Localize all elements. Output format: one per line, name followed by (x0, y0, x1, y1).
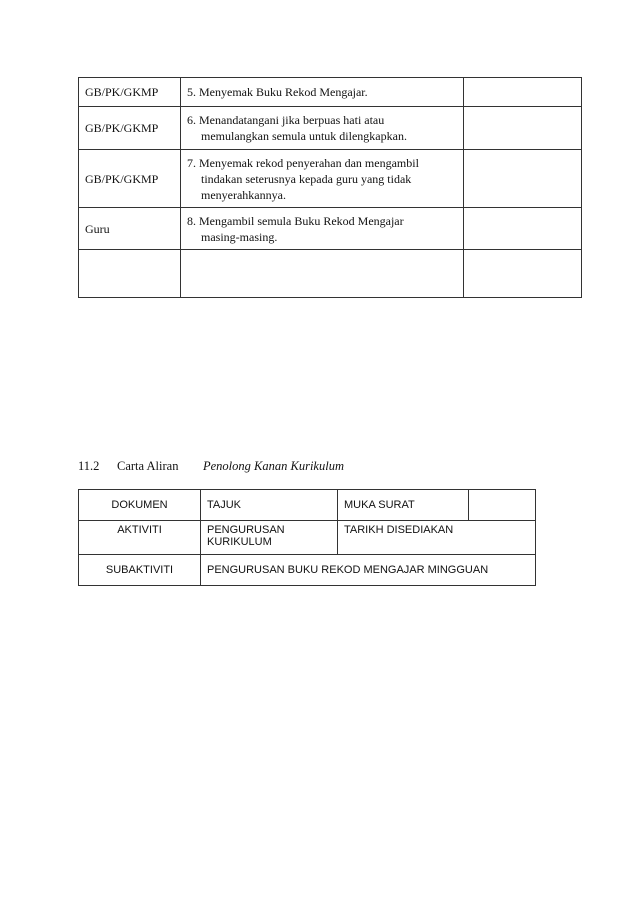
tarikh-label: TARIKH DISEDIAKAN (338, 521, 536, 555)
muka-surat-value (469, 490, 536, 521)
table-row (79, 208, 582, 250)
subaktiviti-value: PENGURUSAN BUKU REKOD MENGAJAR MINGGUAN (201, 555, 536, 586)
tajuk-label: TAJUK (201, 490, 338, 521)
task-text-continued: masing-masing. (201, 229, 278, 244)
table-row (79, 150, 582, 208)
empty-cell (464, 150, 582, 208)
task-cell (181, 150, 464, 208)
section-subtitle: Penolong Kanan Kurikulum (203, 459, 344, 473)
task-cell (181, 78, 464, 107)
task-text: 6. Menandatangani jika berpuas hati atau (187, 113, 385, 127)
table-row (79, 555, 536, 586)
table-row (79, 490, 536, 521)
task-cell (181, 107, 464, 150)
section-label: Carta Aliran (117, 459, 179, 473)
empty-cell (464, 250, 582, 298)
subaktiviti-label: SUBAKTIVITI (79, 555, 201, 586)
task-text: 7. Menyemak rekod penyerahan dan mengambil (187, 155, 419, 170)
task-text-continued: memulangkan semula untuk dilengkapkan. (201, 129, 407, 143)
section-number: 11.2 (78, 459, 100, 473)
section-heading (78, 459, 344, 474)
empty-cell (181, 250, 464, 298)
table-row (79, 521, 536, 555)
aktiviti-value: PENGURUSAN KURIKULUM (201, 521, 338, 555)
role-cell: GB/PK/GKMP (79, 107, 181, 150)
role-cell: Guru (79, 208, 181, 250)
roles-tasks-table (78, 77, 582, 298)
task-cell (181, 208, 464, 250)
empty-cell (464, 107, 582, 150)
document-info-table (78, 489, 536, 586)
aktiviti-label: AKTIVITI (79, 521, 201, 555)
empty-cell (79, 250, 181, 298)
task-text-continued: tindakan seterusnya kepada guru yang tidak menyerahkannya. (201, 171, 412, 202)
task-text: 8. Mengambil semula Buku Rekod Mengajar (187, 213, 404, 228)
task-text: 5. Menyemak Buku Rekod Mengajar. (187, 85, 368, 99)
table-row (79, 107, 582, 150)
empty-cell (464, 78, 582, 107)
table-row (79, 78, 582, 107)
table-row (79, 250, 582, 298)
role-cell: GB/PK/GKMP (79, 78, 181, 107)
role-cell: GB/PK/GKMP (79, 150, 181, 208)
empty-cell (464, 208, 582, 250)
dokumen-label: DOKUMEN (79, 490, 201, 521)
muka-surat-label: MUKA SURAT (338, 490, 469, 521)
